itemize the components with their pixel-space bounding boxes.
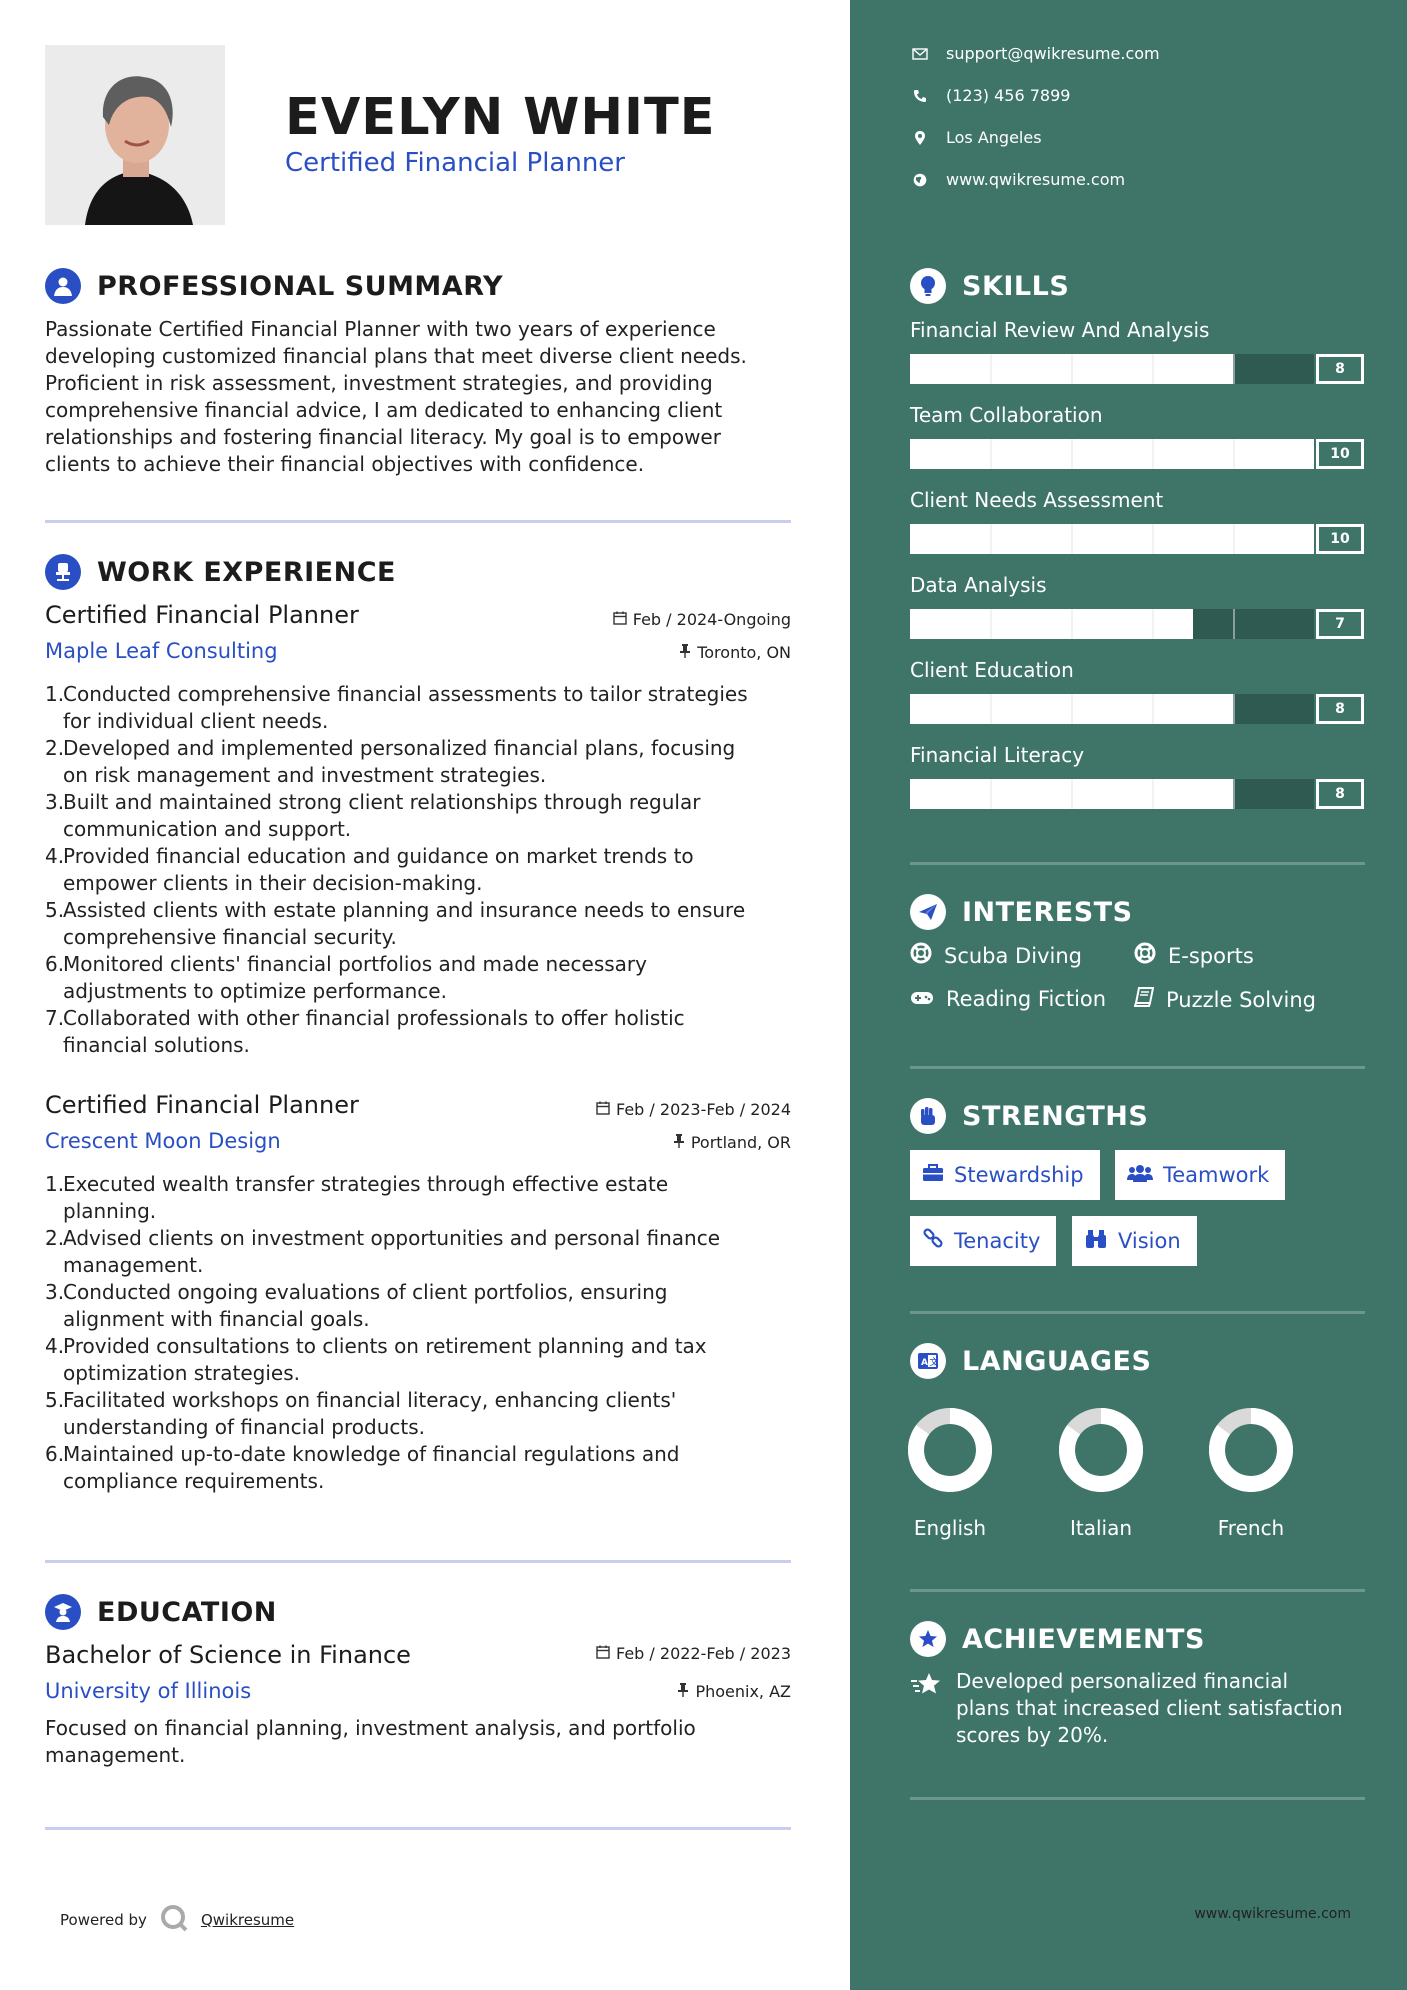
interest-label: Puzzle Solving [1166,987,1316,1012]
strength-tag [910,1216,1056,1266]
languages-heading: LANGUAGES [962,1345,1152,1377]
link-icon [922,1228,944,1255]
job-location [679,643,791,662]
contact-location [910,128,1042,147]
candidate-title: Certified Financial Planner [285,148,625,178]
education-line: Focused on financial planning, investment analysis, and portfolio [45,1716,696,1740]
skill-score: 8 [1316,354,1364,384]
list-item: 1. Executed wealth transfer strategies through effective estate planning. [45,1172,669,1223]
achievements-header [910,1621,1205,1657]
summary-line: Passionate Certified Financial Planner with two years of experience [45,317,716,341]
calendar-icon [613,610,627,629]
list-item: 3. Conducted ongoing evaluations of client portfolios, ensuring alignment with financial goals. [45,1280,668,1331]
skill-score: 8 [1316,779,1364,809]
briefcase-icon [922,1163,944,1187]
school-name: University of Illinois [45,1679,252,1703]
education-location [677,1682,791,1701]
job-location-text: Toronto, ON [697,643,791,662]
star-icon [910,1672,942,1703]
sidebar [850,0,1407,1990]
skills-heading: SKILLS [962,270,1070,302]
qwikresume-logo-icon [159,1903,189,1937]
skill-bar-fill [910,779,1233,809]
skills-header [910,268,1069,304]
gamepad-icon [910,987,934,1011]
summary-text [45,316,795,478]
strengths-header [910,1098,1148,1134]
book-icon [1134,987,1154,1012]
skill-bar [910,694,1314,724]
list-item: 6. Maintained up-to-date knowledge of financial regulations and compliance requirements. [45,1442,680,1493]
language-ring [908,1408,992,1492]
strength-label: Teamwork [1163,1163,1270,1187]
interest-item [1134,942,1254,969]
section-divider [910,1589,1365,1592]
skill-score: 10 [1316,439,1364,469]
lightbulb-icon [910,268,946,304]
summary-line: comprehensive financial advice, I am dedicated to enhancing client [45,398,723,422]
job-date [596,1100,791,1119]
chair-icon [45,554,81,590]
svg-text:A: A [921,1358,928,1368]
phone-text: (123) 456 7899 [946,86,1071,105]
achievement-line: plans that increased client satisfaction [956,1696,1343,1720]
language-name: English [913,1516,987,1540]
interests-header [910,894,1133,930]
interest-item [1134,987,1316,1012]
education-date [596,1644,791,1663]
skill-bar-fill [910,439,1314,469]
achievements-heading: ACHIEVEMENTS [962,1623,1205,1655]
pin-icon [677,1682,689,1701]
strength-label: Tenacity [954,1229,1041,1253]
job-date-text: Feb / 2023-Feb / 2024 [616,1100,791,1119]
interests-heading: INTERESTS [962,896,1133,928]
education-header [45,1594,277,1630]
pin-icon [679,643,691,662]
globe-icon [910,173,930,187]
paper-plane-icon [910,894,946,930]
job-date [613,610,791,629]
section-divider [910,862,1365,865]
summary-line: Proficient in risk assessment, investment strategies, and providing [45,371,713,395]
calendar-icon [596,1644,610,1663]
skill-score: 10 [1316,524,1364,554]
strengths-heading: STRENGTHS [962,1100,1149,1132]
summary-header [45,268,503,304]
skill-score: 7 [1316,609,1364,639]
summary-line: relationships and fostering financial literacy. My goal is to empower [45,425,721,449]
section-divider [45,520,791,523]
list-item: 4. Provided consultations to clients on retirement planning and tax optimization strategies. [45,1334,707,1385]
skill-bar-fill [910,609,1193,639]
skill-name: Data Analysis [910,573,1047,597]
list-item: 5. Facilitated workshops on financial literacy, enhancing clients' understanding of financial products. [45,1388,677,1439]
skill-name: Financial Review And Analysis [910,318,1210,342]
achievement-line: Developed personalized financial [956,1669,1289,1693]
phone-icon [910,89,930,103]
language-item [1191,1408,1311,1540]
section-divider [45,1560,791,1563]
job-location [673,1133,791,1152]
work-heading: WORK EXPERIENCE [97,556,396,588]
skill-name: Financial Literacy [910,743,1085,767]
skill-bar [910,609,1314,639]
skill-bar-fill [910,694,1233,724]
contact-email[interactable] [910,44,1160,63]
skill-bar-fill [910,524,1314,554]
binoculars-icon [1084,1229,1108,1254]
interest-label: E-sports [1168,943,1254,968]
interest-label: Scuba Diving [944,943,1082,968]
email-text: support@qwikresume.com [946,44,1160,63]
location-text: Los Angeles [946,128,1042,147]
job-date-text: Feb / 2024-Ongoing [632,610,791,629]
degree-title: Bachelor of Science in Finance [45,1641,411,1669]
education-line: management. [45,1743,186,1767]
strength-label: Stewardship [954,1163,1084,1187]
skill-bar [910,354,1314,384]
language-name: French [1217,1516,1285,1540]
summary-heading: PROFESSIONAL SUMMARY [97,270,504,302]
skill-name: Team Collaboration [910,403,1103,427]
work-header [45,554,396,590]
job-company: Crescent Moon Design [45,1129,281,1153]
lifebuoy-icon [910,942,932,969]
section-divider [910,1311,1365,1314]
language-ring [1209,1408,1293,1492]
envelope-icon [910,48,930,60]
qwikresume-link[interactable]: Qwikresume [200,1911,295,1929]
skill-bar [910,524,1314,554]
skill-name: Client Education [910,658,1074,682]
strength-tag [910,1150,1100,1200]
education-description [45,1715,795,1769]
language-name: Italian [1069,1516,1133,1540]
translate-icon [910,1343,946,1379]
list-item: 5. Assisted clients with estate planning and insurance needs to ensure comprehensive financial security. [45,898,746,949]
calendar-icon [596,1100,610,1119]
graduate-icon [45,1594,81,1630]
strength-tag [1115,1150,1285,1200]
interest-item [910,942,1082,969]
users-icon [1127,1163,1153,1187]
job-title: Certified Financial Planner [45,601,359,629]
job-company: Maple Leaf Consulting [45,639,278,663]
contact-website[interactable] [910,170,1125,189]
job-duties [45,1171,805,1495]
powered-by-label: Powered by [60,1911,147,1929]
skill-bar [910,779,1314,809]
interest-label: Reading Fiction [946,987,1107,1011]
languages-header [910,1343,1151,1379]
map-marker-icon [910,131,930,145]
skill-bar [910,439,1314,469]
list-item: 2. Advised clients on investment opportunities and personal finance management. [45,1226,721,1277]
strength-label: Vision [1118,1229,1181,1253]
skill-score: 8 [1316,694,1364,724]
website-text: www.qwikresume.com [946,170,1126,189]
education-heading: EDUCATION [97,1596,277,1628]
svg-text:文: 文 [929,1358,939,1368]
lifebuoy-icon [1134,942,1156,969]
user-icon [45,268,81,304]
section-divider [910,1797,1365,1800]
list-item: 6. Monitored clients' financial portfolios and made necessary adjustments to optimize performance. [45,952,647,1003]
achievement-line: scores by 20%. [956,1723,1109,1747]
achievement-text [956,1668,1343,1749]
skill-bar-fill [910,354,1233,384]
strength-tag [1072,1216,1197,1266]
education-date-text: Feb / 2022-Feb / 2023 [616,1644,791,1663]
contact-phone[interactable] [910,86,1070,105]
profile-photo [45,45,225,225]
powered-by [60,1903,294,1937]
language-item [1041,1408,1161,1540]
list-item: 7. Collaborated with other financial professionals to offer holistic financial solutions. [45,1006,685,1057]
list-item: 2. Developed and implemented personalized financial plans, focusing on risk management and investment strategies. [45,736,736,787]
education-location-text: Phoenix, AZ [695,1682,791,1701]
star-badge-icon [910,1621,946,1657]
section-divider [45,1827,791,1830]
job-title: Certified Financial Planner [45,1091,359,1119]
summary-line: developing customized financial plans that meet diverse client needs. [45,344,747,368]
language-item [890,1408,1010,1540]
skill-name: Client Needs Assessment [910,488,1164,512]
pin-icon [673,1133,685,1152]
list-item: 4. Provided financial education and guidance on market trends to empower clients in their decision-making. [45,844,694,895]
summary-line: clients to achieve their financial objectives with confidence. [45,452,645,476]
interest-item [910,987,1106,1011]
job-duties [45,681,805,1059]
candidate-name: EVELYN WHITE [285,88,716,147]
section-divider [910,1066,1365,1069]
job-location-text: Portland, OR [690,1133,791,1152]
footer-website[interactable]: www.qwikresume.com [1194,1906,1351,1922]
list-item: 3. Built and maintained strong client relationships through regular communication and support. [45,790,701,841]
list-item: 1. Conducted comprehensive financial assessments to tailor strategies for individual client needs. [45,682,748,733]
achievement-item [910,1668,1370,1749]
language-ring [1059,1408,1143,1492]
fist-icon [910,1098,946,1134]
